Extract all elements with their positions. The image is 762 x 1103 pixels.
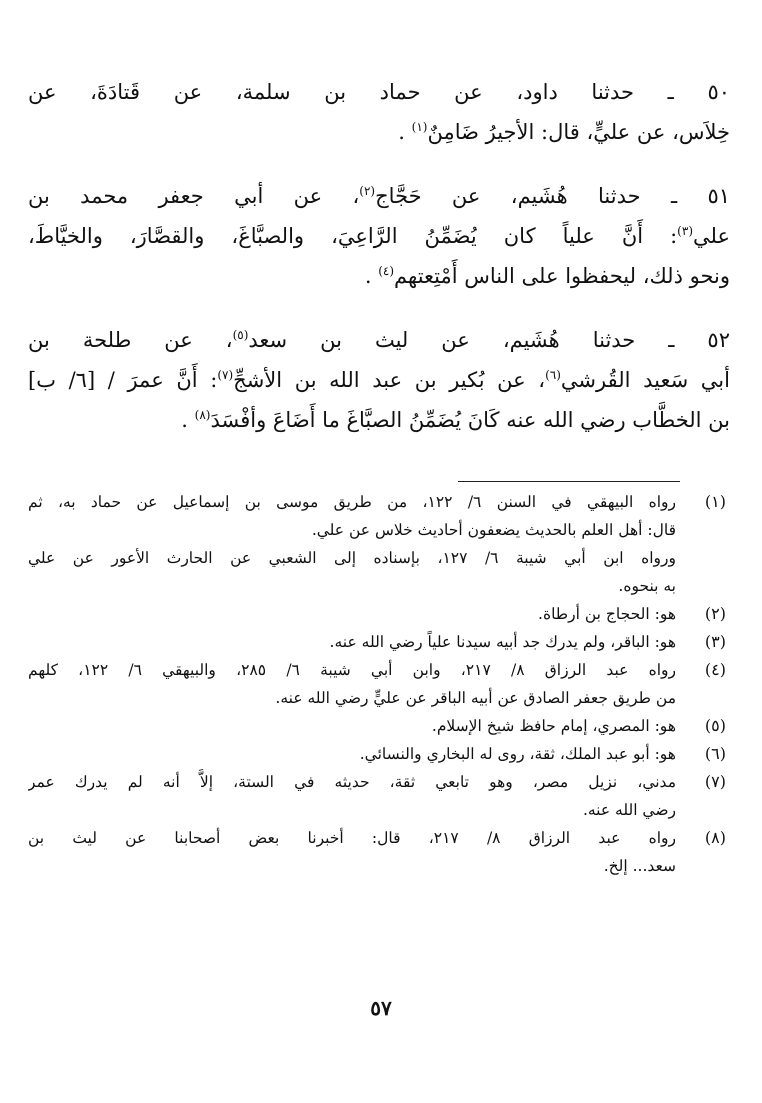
main-text — [28, 72, 730, 464]
footnote-line: به بنحوه. — [618, 577, 676, 595]
footnote-line: رواه عبد الرزاق ٨/ ٢١٧، وابن أبي شيبة ٦/ ٢٨٥، والبيهقي ٦/ ١٢٢، كلهم — [28, 661, 676, 679]
footnote-line: من طريق جعفر الصادق عن أبيه الباقر عن عليٍّ رضي الله عنه. — [275, 689, 676, 707]
footnote-line: رضي الله عنه. — [582, 801, 676, 819]
footnote — [28, 824, 730, 880]
footnote-line: رواه عبد الرزاق ٨/ ٢١٧، قال: أخبرنا بعض أصحابنا عن ليث بن — [28, 829, 676, 847]
footnote-line: هو: أبو عبد الملك، ثقة، روى له البخاري والنسائي. — [359, 745, 676, 763]
footnote-ref: (٧) — [217, 368, 234, 382]
footnote — [28, 488, 730, 600]
text-line: خِلاَس، عن عليٍّ، قال: الأجيرُ ضَامِنٌ$^{(١)}$ . — [398, 120, 730, 144]
text-line: ٥٢ ـ حدثنا هُشَيم، عن ليث بن سعد$^{(٥)}$، عن طلحة بن — [28, 328, 730, 352]
footnote-number: (٥) — [704, 716, 726, 735]
footnote-number: (٣) — [704, 632, 726, 651]
footnote — [28, 768, 730, 824]
footnote — [28, 740, 730, 768]
text-line: علي$^{(٣)}$: أَنَّ علياً كان يُضَمِّنُ الرَّاعِيَ، والصبَّاغَ، والقصَّارَ، والخيَّاطَ، — [28, 224, 730, 248]
footnote-number: (٨) — [704, 828, 726, 847]
footnote-ref: (٣) — [677, 224, 693, 238]
footnote — [28, 656, 730, 712]
footnote-ref: (٢) — [359, 184, 376, 198]
footnote-line: قال: أهل العلم بالحديث يضعفون أحاديث خلاس عن علي. — [311, 521, 676, 539]
footnote-number: (٦) — [704, 744, 726, 763]
footnote-ref: (٦) — [545, 368, 561, 382]
text-line: بن الخطَّاب رضي الله عنه كَانَ يُضَمِّنُ الصبَّاغَ ما أَضَاعَ وأفْسَدَ$^{(٨)}$ . — [181, 408, 730, 432]
text-line: ونحو ذلك، ليحفظوا على الناس أَمْتِعتهم$^{(٤)}$ . — [364, 264, 730, 288]
hadith-50 — [28, 72, 730, 152]
footnote-line: سعد... إلخ. — [603, 857, 676, 875]
footnote-ref: (٥) — [232, 328, 249, 342]
text-line: ٥٠ ـ حدثنا داود، عن حماد بن سلمة، عن قَتادَةَ، عن — [28, 80, 730, 104]
footnote — [28, 600, 730, 628]
footnote-line: هو: الحجاج بن أرطاة. — [538, 605, 676, 623]
text-line: أبي سَعيد القُرشي$^{(٦)}$، عن بُكير بن عبد الله بن الأشجِّ$^{(٧)}$: أَنَّ عمرَ / [٦/ ب] — [28, 368, 730, 392]
page-number: ٥٧ — [370, 996, 392, 1020]
footnote-separator — [458, 481, 680, 482]
footnote-ref: (٨) — [194, 408, 211, 422]
footnote — [28, 712, 730, 740]
footnote-number: (٢) — [704, 604, 726, 623]
footnote-line: هو: الباقر، ولم يدرك جد أبيه سيدنا علياً رضي الله عنه. — [329, 633, 676, 651]
footnote-number: (٤) — [704, 660, 726, 679]
footnote-number: (٧) — [704, 772, 726, 791]
footnote-ref: (١) — [411, 120, 428, 134]
hadith-52 — [28, 320, 730, 440]
hadith-51 — [28, 176, 730, 296]
footnotes — [28, 488, 730, 880]
footnote-number: (١) — [704, 492, 726, 511]
footnote-line: هو: المصري، إمام حافظ شيخ الإسلام. — [431, 717, 676, 735]
footnote-ref: (٤) — [378, 264, 395, 278]
footnote — [28, 628, 730, 656]
manuscript-folio-marker: [٦/ ب] — [28, 368, 96, 392]
footnote-line: رواه البيهقي في السنن ٦/ ١٢٢، من طريق موسى بن إسماعيل عن حماد به، ثم — [28, 493, 676, 511]
footnote-line: مدني، نزيل مصر، وهو تابعي ثقة، حديثه في الستة، إلاَّ أنه لم يدرك عمر — [28, 773, 676, 791]
text-line: ٥١ ـ حدثنا هُشَيم، عن حَجَّاج$^{(٢)}$، عن أبي جعفر محمد بن — [28, 184, 730, 208]
footnote-line: ورواه ابن أبي شيبة ٦/ ١٢٧، بإسناده إلى الشعبي عن الحارث الأعور عن علي — [28, 549, 676, 567]
